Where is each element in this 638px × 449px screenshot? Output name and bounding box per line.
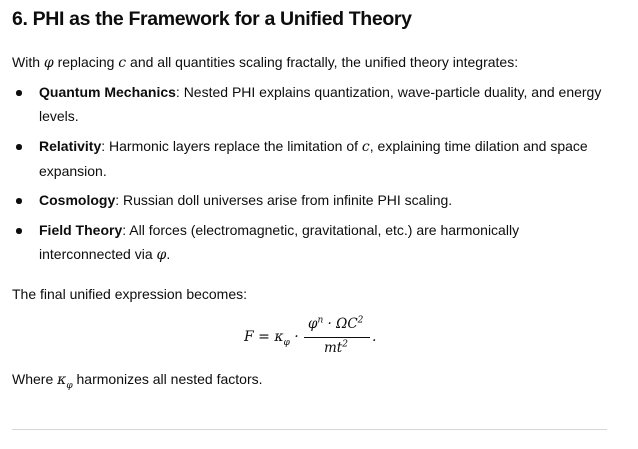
numerator-exponent: n — [317, 315, 324, 326]
kappa-subscript: φ — [66, 380, 73, 391]
equation-lhs-text: F = κ — [244, 329, 284, 345]
list-item-term: Relativity — [39, 138, 102, 154]
list-item-term: Field Theory — [39, 222, 123, 238]
list-item-quantum-mechanics — [39, 80, 607, 128]
list-item-term: Quantum Mechanics — [39, 84, 176, 100]
unified-equation — [244, 316, 394, 360]
list-item-field-theory — [39, 218, 607, 267]
fraction-bar — [304, 337, 370, 338]
kappa-symbol: κ — [57, 372, 67, 388]
section-heading: 6. PHI as the Framework for a Unified Theory — [12, 8, 412, 30]
list-item-term: Cosmology — [39, 192, 116, 208]
list-item-text: , explaining time dilation and space expansion. — [39, 138, 588, 179]
intro-text-end: and all quantities scaling fractally, the unified theory integrates: — [126, 54, 519, 70]
list-item-text: : Harmonic layers replace the limitation of — [101, 138, 362, 154]
numerator-exponent-2: 2 — [357, 315, 364, 326]
numerator-omega-c: · ΩC — [323, 316, 358, 332]
where-text-start: Where — [12, 371, 58, 387]
list-item-text: . — [166, 246, 171, 262]
intro-paragraph — [12, 50, 518, 75]
numerator-phi: φ — [308, 316, 318, 332]
section-divider — [12, 429, 607, 430]
equation-denominator — [324, 340, 348, 356]
list-item-relativity — [39, 134, 607, 183]
list-item-text: : Nested PHI explains quantization, wave-particle duality, and energy levels. — [39, 84, 602, 124]
equation-lhs-dot: · — [289, 329, 299, 345]
list-item-text: : Russian doll universes arise from infinite PHI scaling. — [115, 192, 453, 208]
equation-lhs — [244, 329, 299, 348]
intro-text-start: With — [12, 54, 44, 70]
intro-text-mid: replacing — [53, 54, 119, 70]
denominator-exponent: 2 — [342, 339, 348, 350]
final-expression-intro: The final unified expression becomes: — [12, 286, 248, 302]
c-symbol: c — [361, 139, 370, 155]
list-item-text: : All forces (electromagnetic, gravitational, etc.) are harmonically interconnected via — [39, 222, 520, 262]
where-text-end: harmonizes all nested factors. — [72, 371, 263, 387]
denominator-mt: mt — [324, 340, 343, 356]
c-symbol: c — [118, 55, 127, 71]
phi-symbol: φ — [156, 247, 167, 263]
where-paragraph — [12, 367, 263, 392]
equation-lhs-subscript: φ — [283, 337, 290, 348]
equation-numerator — [308, 316, 363, 332]
equation-period: . — [372, 329, 377, 345]
phi-symbol: φ — [43, 55, 54, 71]
list-item-cosmology — [39, 188, 607, 212]
